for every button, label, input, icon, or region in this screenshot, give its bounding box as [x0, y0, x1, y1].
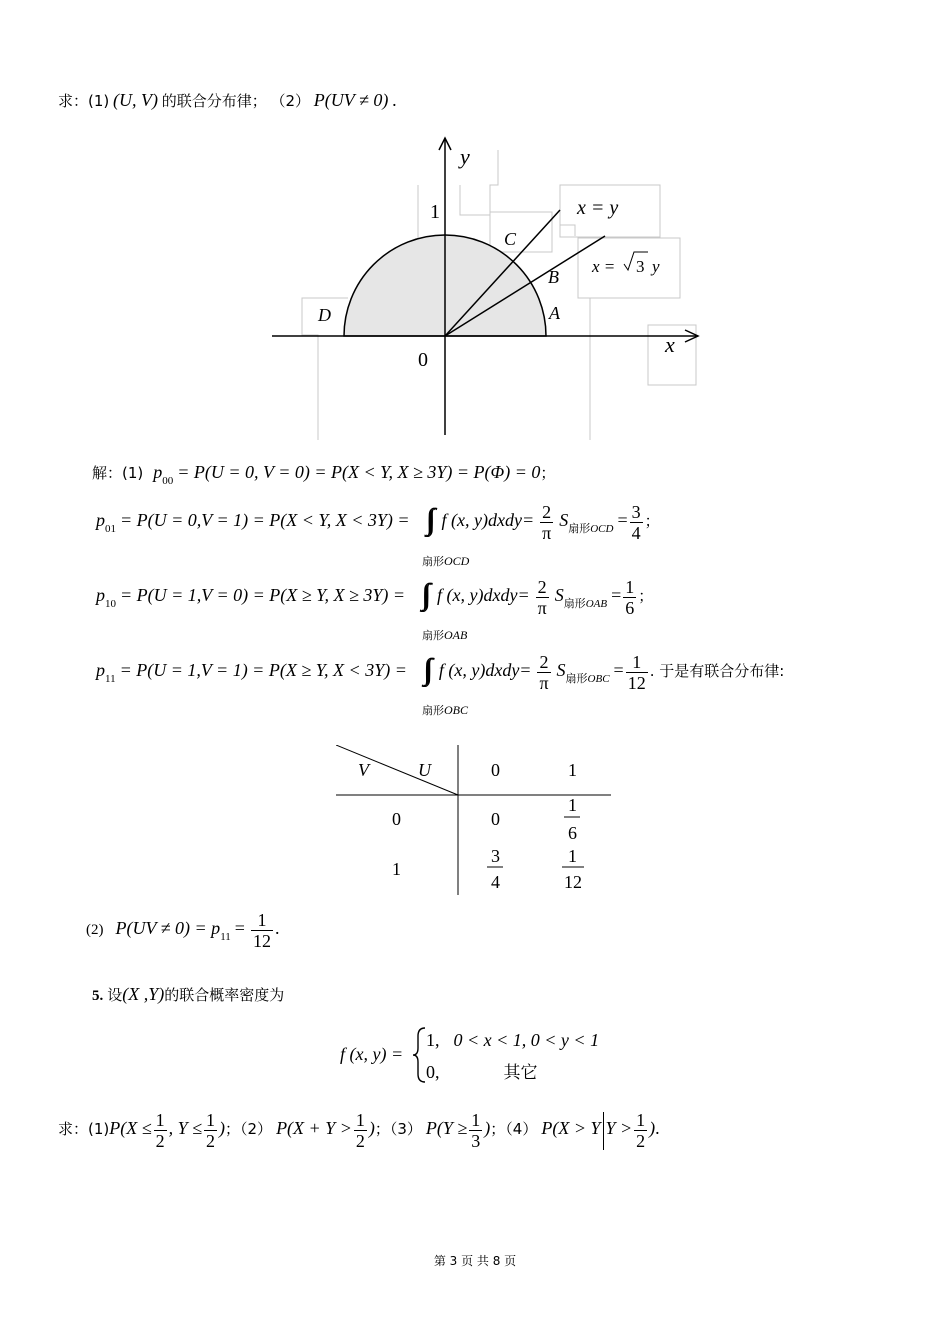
part2-den: 12	[252, 931, 271, 951]
domain-OAB: OAB	[444, 628, 468, 642]
q4-prefix: 求：(1)	[58, 92, 110, 110]
part2-end: .	[274, 918, 280, 939]
domain-OBC: OBC	[444, 703, 468, 717]
part2-eq: =	[234, 918, 245, 939]
conclusion-text: . 于是有联合分布律:	[649, 662, 785, 680]
q4-part2: （2）	[270, 92, 311, 110]
p01-symbol: p	[96, 510, 105, 530]
distribution-table	[336, 745, 616, 897]
sector-word: 扇形	[565, 672, 588, 685]
den: 2	[155, 1131, 165, 1151]
solution-p00	[92, 462, 556, 487]
point-B: B	[548, 267, 559, 287]
den: 2	[355, 1131, 365, 1151]
p01-num: 3	[631, 501, 641, 522]
row-header-1: 1	[392, 859, 401, 879]
q4-request	[58, 90, 397, 111]
q5-p2a: P(X + Y >	[276, 1118, 352, 1139]
part2-num: 1	[257, 910, 267, 930]
p10-num: 1	[625, 576, 635, 597]
line2-label-a: x =	[592, 257, 616, 276]
q5-p1b: , Y ≤	[168, 1118, 203, 1139]
p10-domain	[422, 626, 467, 644]
q5-s1: ；（2）	[225, 1120, 273, 1139]
S-symbol: S	[554, 585, 564, 605]
p01-den: 4	[631, 522, 641, 543]
q5-statement	[92, 984, 284, 1005]
p01-result	[630, 502, 643, 543]
part2-answer	[86, 910, 279, 951]
q4-expr: P(UV ≠ 0)	[313, 90, 389, 110]
col-header-0: 0	[491, 760, 500, 780]
p10-den: 6	[625, 597, 635, 618]
part2-sub: 11	[220, 931, 231, 944]
table-diagonal	[336, 745, 458, 795]
S-symbol: S	[559, 510, 569, 530]
p10-symbol: p	[96, 585, 105, 605]
q5-request	[58, 1110, 660, 1151]
case2-condition: 其它	[503, 1063, 538, 1083]
region-OAB: OAB	[585, 598, 608, 610]
q5-prefix: 求：(1)	[58, 1120, 110, 1139]
cell-r0c1-num: 1	[568, 795, 577, 815]
q5-p1a: P(X ≤	[109, 1118, 152, 1139]
region-OCD: OCD	[590, 523, 614, 535]
cell-r0c0: 0	[491, 809, 500, 829]
q4-end: .	[392, 90, 397, 110]
sector-word: 扇形	[422, 704, 444, 717]
q5-p2c: )	[368, 1118, 375, 1139]
q4-pair: (U, V)	[113, 90, 158, 110]
p10-end: ；	[638, 587, 654, 605]
q5-p4c: )	[649, 1118, 656, 1139]
p11-num: 1	[632, 651, 642, 672]
num: 1	[355, 1110, 365, 1130]
coef-den: π	[539, 672, 549, 693]
density-f: f (x, y) =	[340, 1044, 404, 1064]
coef-num: 2	[539, 651, 549, 672]
p10-result	[623, 577, 636, 618]
p11-sub: 11	[105, 673, 116, 685]
num: 1	[471, 1110, 481, 1130]
coef-num: 2	[542, 501, 552, 522]
p11-den: 12	[627, 672, 646, 693]
p11-region	[566, 673, 610, 685]
corner-U: U	[418, 760, 431, 780]
num: 1	[636, 1110, 646, 1130]
part2-expr: P(UV ≠ 0) = p	[115, 918, 221, 939]
p01-expr: = P(U = 0,V = 1) = P(X < Y, X < 3Y) =	[120, 510, 410, 530]
q5-p3a: P(Y ≥	[425, 1118, 468, 1139]
conditional-bar	[603, 1112, 604, 1150]
q5-text2: 的联合概率密度为	[164, 986, 285, 1004]
p10-expr: = P(U = 1,V = 0) = P(X ≥ Y, X ≥ 3Y) =	[120, 585, 405, 605]
density-lhs	[340, 1044, 403, 1065]
den: 3	[471, 1131, 481, 1151]
sector-word: 扇形	[422, 629, 444, 642]
cell-r0c1-den: 6	[568, 823, 577, 843]
num: 1	[155, 1110, 165, 1130]
q5-p4b: Y >	[605, 1118, 633, 1139]
case1-condition: 0 < x < 1, 0 < y < 1	[453, 1030, 600, 1050]
q5-p1c: )	[219, 1118, 226, 1139]
case1-value: 1,	[426, 1030, 440, 1050]
p11-integrand: f (x, y)dxdy=	[438, 660, 532, 680]
p11-result	[626, 652, 648, 693]
solution-p01: $p_{01} = P(U = 0,V = 1) = P(X < Y$, X < 3Y) = f (x, y)dxdy= $\frac{2}{\pi}$ $S_{扇形OCD}$ = $\frac{3}{4}$ ；	[96, 501, 660, 543]
line2-label-b: 3	[636, 257, 645, 276]
line2-label-c: y	[652, 257, 660, 276]
q5-s2: ；（3）	[374, 1120, 422, 1139]
q4-text1: 的联合分布律；	[161, 92, 267, 110]
point-A: A	[549, 303, 560, 323]
p01-end: ；	[644, 512, 660, 530]
part2-result	[251, 910, 273, 951]
frac-third	[469, 1110, 482, 1151]
cell-r1c1-num: 1	[568, 846, 577, 866]
p00-end: ；	[540, 464, 556, 482]
p10-sub: 10	[105, 598, 116, 610]
point-D: D	[318, 305, 331, 325]
page-footer: 第 3 页 共 8 页	[433, 1254, 517, 1268]
col-header-1: 1	[568, 760, 577, 780]
p10-region	[564, 598, 607, 610]
point-C: C	[504, 229, 517, 249]
density-case2	[426, 1058, 538, 1083]
den: 2	[636, 1131, 646, 1151]
p01-sub: 01	[105, 523, 116, 535]
q5-p4a: P(X > Y	[541, 1118, 601, 1139]
p11-coef	[537, 652, 550, 693]
den: 2	[206, 1131, 216, 1151]
coef-den: π	[537, 597, 547, 618]
domain-OCD: OCD	[444, 554, 470, 568]
num: 1	[206, 1110, 216, 1130]
q5-end: .	[655, 1118, 660, 1139]
q5-s3: ；（4）	[490, 1120, 538, 1139]
cell-r1c0-num: 3	[491, 846, 500, 866]
density-case1	[426, 1030, 599, 1051]
p10-integrand: f (x, y)dxdy=	[437, 585, 530, 605]
line1-label: x = y	[577, 197, 619, 219]
solution-label: 解：(1)	[92, 464, 144, 482]
zero-label: 0	[418, 349, 428, 371]
one-label: 1	[430, 201, 440, 223]
p01-coef	[540, 502, 553, 543]
p01-domain	[422, 552, 469, 570]
p00-symbol: p	[153, 462, 163, 482]
frac-half	[204, 1110, 217, 1151]
row-header-0: 0	[392, 809, 401, 829]
case2-value: 0,	[426, 1062, 440, 1082]
p11-symbol: p	[96, 660, 105, 680]
y-label: y	[460, 144, 470, 169]
sector-word: 扇形	[568, 522, 591, 535]
frac-half	[634, 1110, 647, 1151]
p00-expr: = P(U = 0, V = 0) = P(X < Y, X ≥ 3Y) = P(Φ) = 0	[177, 462, 541, 482]
solution-p10: $p_{10} = P(U = 1,V = 0) = P(X \ge Y$, X ≥ 3Y) = f (x, y)dxdy= $\frac{2}{\pi}$ $S_{扇形OAB}$ = $\frac{1}{6}$ ；	[96, 576, 654, 618]
corner-V: V	[358, 760, 369, 780]
frac-half	[154, 1110, 167, 1151]
p01-region	[568, 523, 613, 535]
frac-half	[354, 1110, 367, 1151]
sector-figure	[260, 130, 710, 440]
p10-coef	[536, 577, 549, 618]
p00-sub: 00	[162, 475, 174, 487]
p11-expr: = P(U = 1,V = 1) = P(X ≥ Y, X < 3Y) =	[119, 660, 407, 680]
region-OBC: OBC	[587, 673, 610, 685]
part2-label: (2)	[86, 922, 104, 939]
sector-word: 扇形	[563, 597, 586, 610]
solution-p11: $p_{11} = P(U = 1,V = 1) = P(X \ge Y$, X < 3Y) = f (x, y)dxdy= $\frac{2}{\pi}$ $S_{扇形OBC}$ = $\frac{1}{12}$ . 于是有联合分布律:	[96, 651, 785, 693]
coef-den: π	[542, 522, 552, 543]
cell-r1c1-den: 12	[564, 872, 582, 892]
q5-text1: 设	[107, 986, 123, 1004]
cell-r1c0-den: 4	[491, 872, 500, 892]
x-label: x	[665, 332, 675, 357]
S-symbol: S	[556, 660, 566, 680]
p11-domain	[422, 701, 468, 719]
q5-number: 5.	[92, 988, 104, 1004]
q5-p3c: )	[484, 1118, 491, 1139]
p01-integrand: f (x, y)dxdy=	[441, 510, 535, 530]
q5-pair: (X ,Y)	[122, 984, 165, 1004]
sector-word: 扇形	[422, 555, 444, 568]
coef-num: 2	[537, 576, 547, 597]
